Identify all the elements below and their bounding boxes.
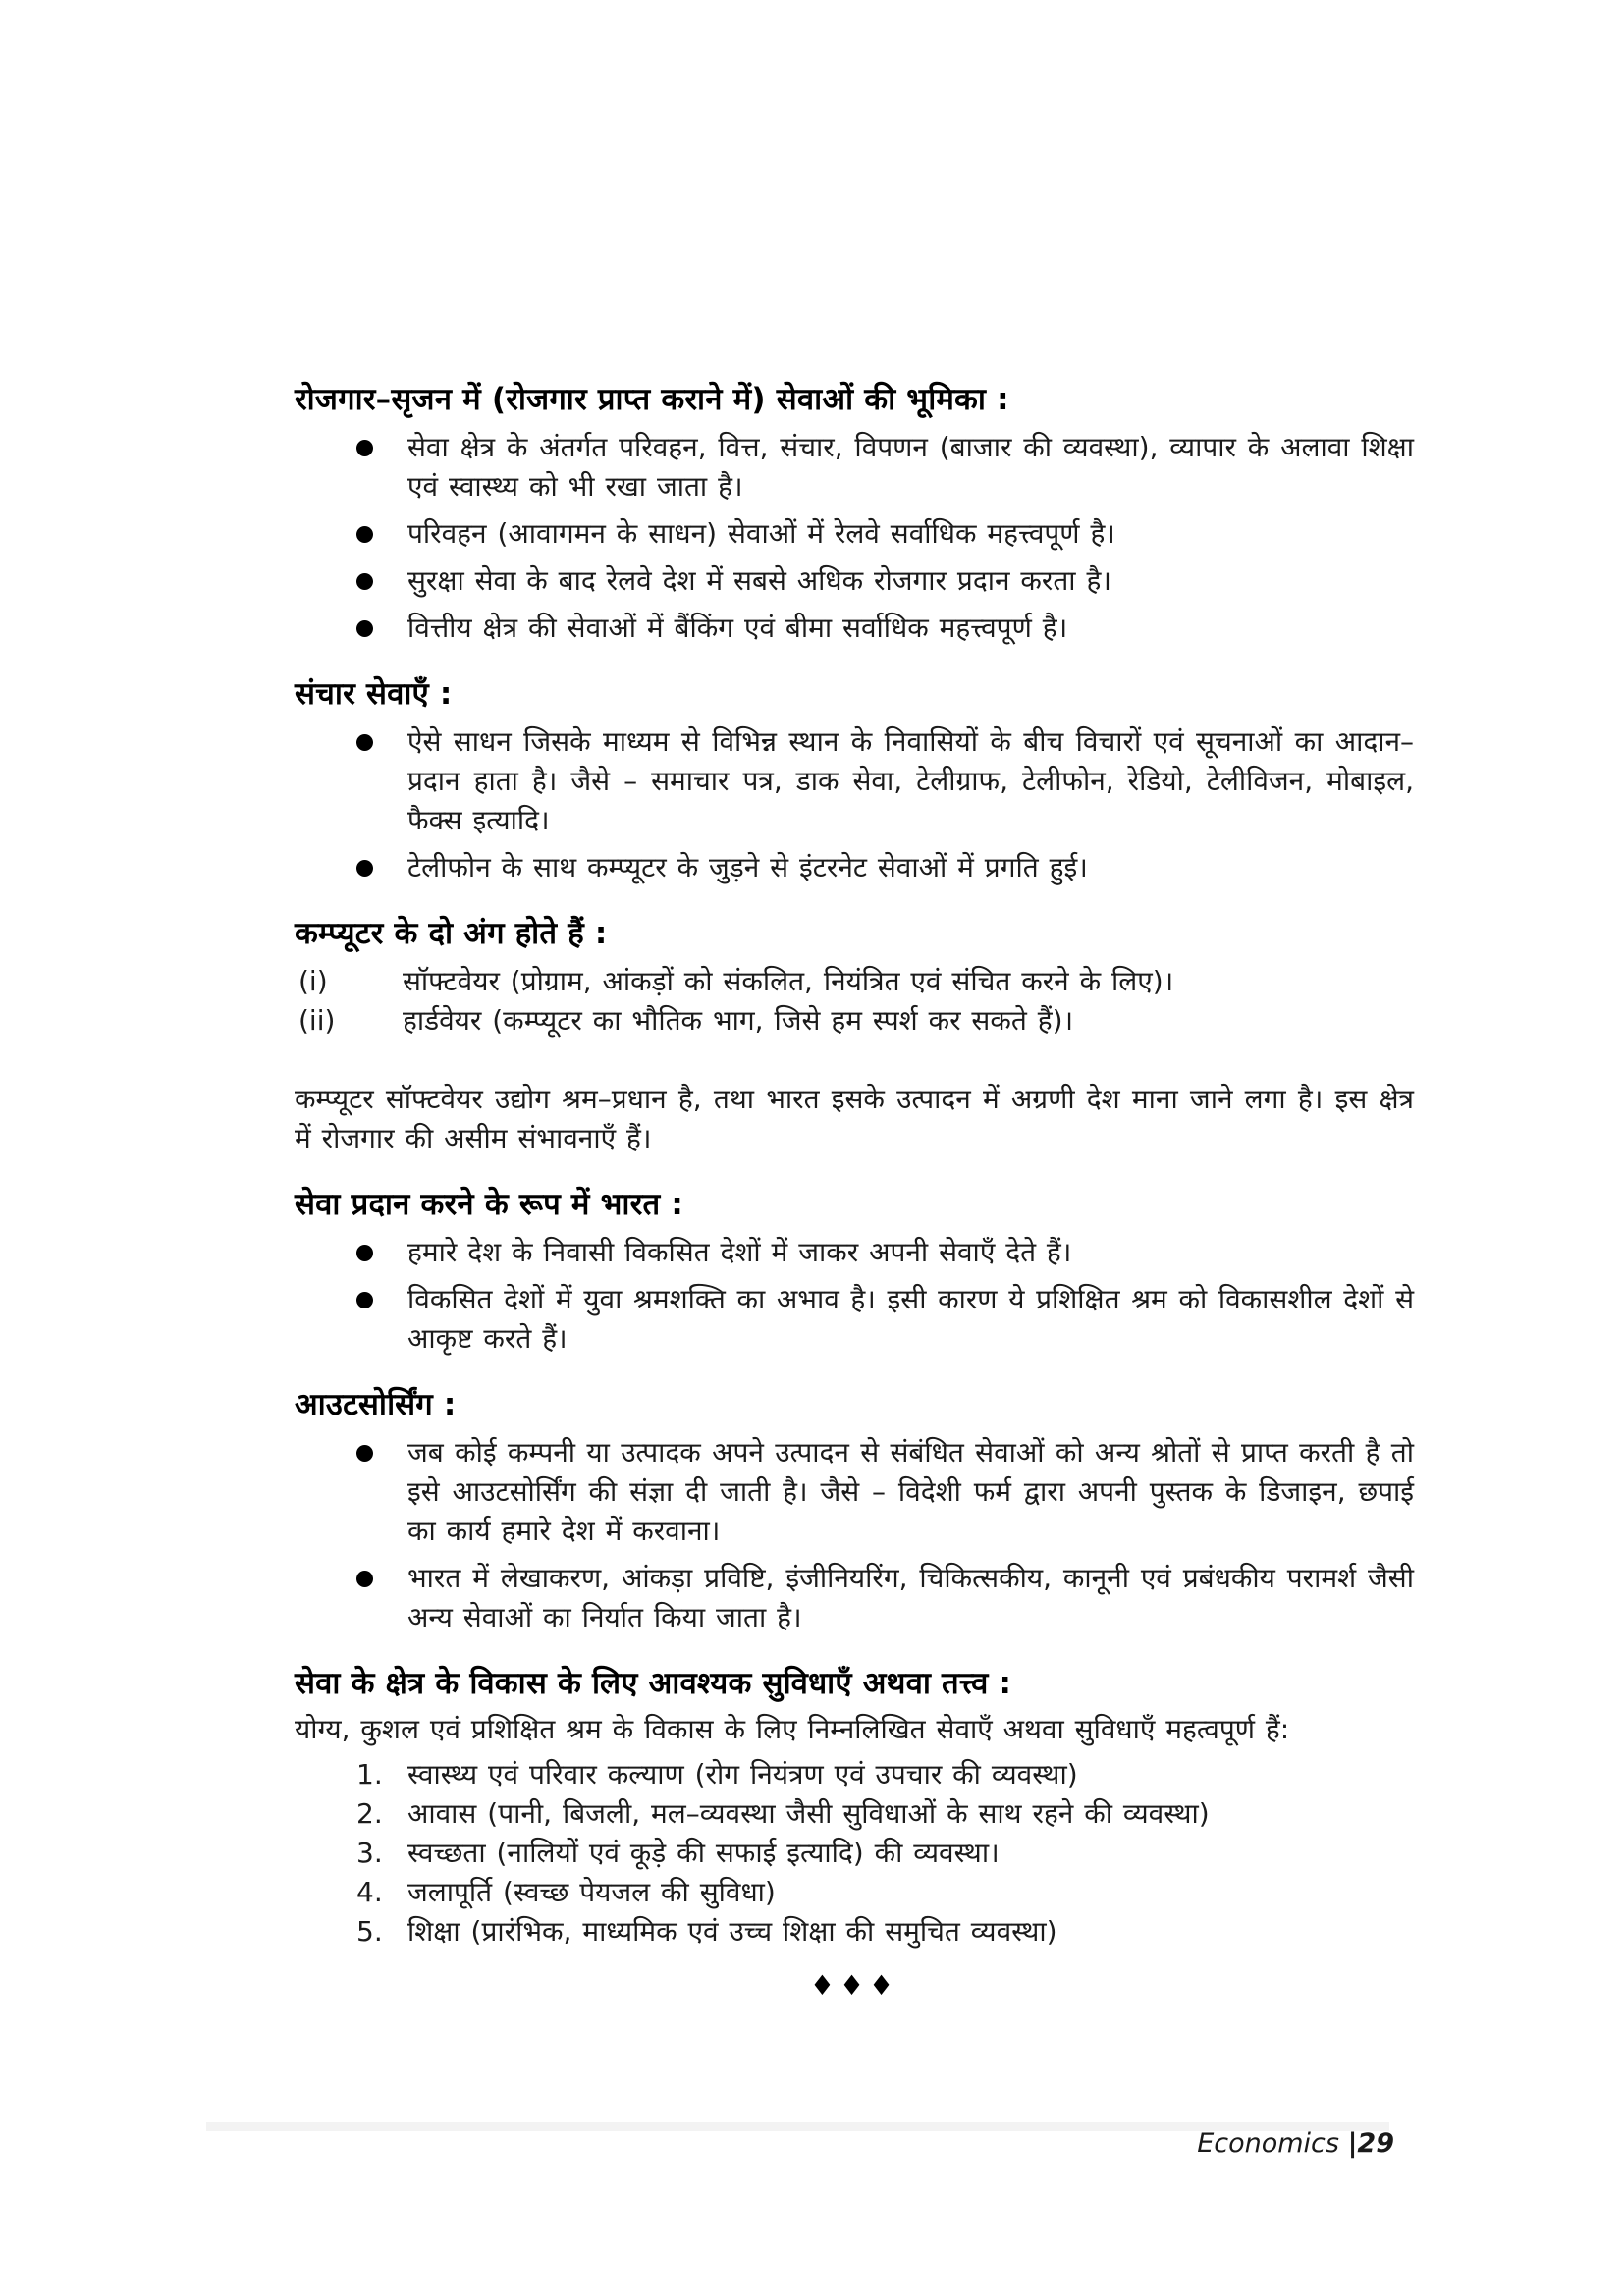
bullet-icon [356, 526, 373, 543]
bullet-text: ऐसे साधन जिसके माध्यम से विभिन्न स्थान के निवासियों के बीच विचारों एवं सूचनाओं का आदान–प्रदान हाता है। जैसे – समाचार पत्र, डाक सेवा, टेलीग्राफ, टेलीफोन, रेडियो, टेलीविजन, मोबाइल, फैक्स इत्यादि। [407, 725, 1414, 836]
bullet-icon [356, 860, 373, 877]
body-paragraph: कम्प्यूटर सॉफ्टवेयर उद्योग श्रम–प्रधान है, तथा भारत इसके उत्पादन में अग्रणी देश माना जाने लगा है। इस क्षेत्र में रोजगार की असीम संभावनाएँ हैं। [295, 1083, 1414, 1154]
list-number: 2. [356, 1797, 383, 1830]
section-outsourcing [295, 1384, 1414, 1637]
list-label: (i) [298, 965, 328, 997]
bullet-icon [356, 1571, 373, 1587]
page-footer [1197, 2128, 1394, 2159]
bullet-text: जब कोई कम्पनी या उत्पादक अपने उत्पादन से संबंधित सेवाओं को अन्य श्रोतों से प्राप्त करती है तो इसे आउटसोर्सिंग की संज्ञा दी जाती है। जैसे – विदेशी फर्म द्वारा अपनी पुस्तक के डिजाइन, छपाई का कार्य हमारे देश में करवाना। [407, 1436, 1414, 1547]
bullet-item [295, 848, 1414, 887]
footer-book-title: Economics [1197, 2128, 1348, 2159]
section-employment-role [295, 379, 1414, 648]
footer-page-number: |29 [1347, 2128, 1394, 2159]
list-number: 4. [356, 1876, 383, 1908]
section-communication-services [295, 673, 1414, 887]
section-heading: रोजगार–सृजन में (रोजगार प्राप्त कराने में) सेवाओं की भूमिका : [295, 382, 1009, 417]
list-item-text: जलापूर्ति (स्वच्छ पेयजल की सुविधा) [407, 1876, 776, 1908]
bullet-icon [356, 734, 373, 751]
bullet-icon [356, 573, 373, 590]
bullet-text: सुरक्षा सेवा के बाद रेलवे देश में सबसे अधिक रोजगार प्रदान करता है। [407, 564, 1111, 597]
section-heading: सेवा प्रदान करने के रूप में भारत : [295, 1187, 684, 1222]
bullet-list [295, 722, 1414, 887]
bullet-text: भारत में लेखाकरण, आंकड़ा प्रविष्टि, इंजीनियरिंग, चिकित्सकीय, कानूनी एवं प्रबंधकीय परामर्श जैसी अन्य सेवाओं का निर्यात किया जाता है। [407, 1562, 1414, 1633]
bullet-text: विकसित देशों में युवा श्रमशक्ति का अभाव है। इसी कारण ये प्रशिक्षित श्रम को विकासशील देशों से आकृष्ट करते हैं। [407, 1283, 1414, 1355]
section-heading: आउटसोर्सिंग : [295, 1387, 457, 1422]
list-item-text: शिक्षा (प्रारंभिक, माध्यमिक एवं उच्च शिक्षा की समुचित व्यवस्था) [407, 1915, 1057, 1948]
bullet-item [295, 1433, 1414, 1551]
bullet-icon [356, 1292, 373, 1308]
bullet-text: सेवा क्षेत्र के अंतर्गत परिवहन, वित्त, संचार, विपणन (बाजार की व्यवस्था), व्यापार के अलावा शिक्षा एवं स्वास्थ्य को भी रखा जाता है। [407, 431, 1414, 503]
list-number: 3. [356, 1837, 383, 1869]
page-content [295, 379, 1414, 2002]
section-development-facilities [295, 1663, 1414, 1951]
numbered-list [295, 1755, 1414, 1951]
bullet-text: वित्तीय क्षेत्र की सेवाओं में बैंकिंग एवं बीमा सर्वाधिक महत्त्वपूर्ण है। [407, 612, 1068, 644]
list-item [295, 962, 1414, 1001]
list-label: (ii) [298, 1004, 336, 1037]
bullet-item [295, 1280, 1414, 1359]
end-of-chapter-mark: ♦♦♦ [809, 1969, 899, 2002]
list-item-text: सॉफ्टवेयर (प्रोग्राम, आंकड़ों को संकलित, नियंत्रित एवं संचित करने के लिए)। [403, 965, 1174, 997]
section-heading: कम्प्यूटर के दो अंग होते हैं : [295, 916, 608, 951]
bullet-list [295, 1433, 1414, 1637]
section-india-service-provider [295, 1184, 1414, 1359]
list-item [295, 1834, 1414, 1873]
list-item [295, 1912, 1414, 1951]
bullet-icon [356, 440, 373, 456]
list-item-text: हार्डवेयर (कम्प्यूटर का भौतिक भाग, जिसे हम स्पर्श कर सकते हैं)। [403, 1004, 1074, 1037]
bullet-item [295, 561, 1414, 601]
list-item-text: स्वच्छता (नालियों एवं कूड़े की सफाई इत्यादि) की व्यवस्था। [407, 1837, 1000, 1869]
list-item-text: आवास (पानी, बिजली, मल–व्यवस्था जैसी सुविधाओं के साथ रहने की व्यवस्था) [407, 1797, 1210, 1830]
list-number: 5. [356, 1915, 383, 1948]
list-item [295, 1794, 1414, 1834]
bullet-item [295, 514, 1414, 554]
bullet-text: परिवहन (आवागमन के साधन) सेवाओं में रेलवे सर्वाधिक महत्त्वपूर्ण है। [407, 517, 1115, 550]
bullet-icon [356, 1445, 373, 1462]
bullet-list [295, 1233, 1414, 1359]
section-computer-parts [295, 913, 1414, 1158]
section-heading: संचार सेवाएँ : [295, 676, 453, 712]
bullet-icon [356, 620, 373, 637]
section-heading: सेवा के क्षेत्र के विकास के लिए आवश्यक सुविधाएँ अथवा तत्त्व : [295, 1666, 1012, 1701]
bullet-item [295, 1559, 1414, 1637]
bullet-text: टेलीफोन के साथ कम्प्यूटर के जुड़ने से इंटरनेट सेवाओं में प्रगति हुई। [407, 851, 1088, 883]
bullet-item [295, 1233, 1414, 1272]
list-number: 1. [356, 1758, 383, 1790]
bullet-item [295, 722, 1414, 840]
bullet-list [295, 428, 1414, 648]
roman-list [295, 962, 1414, 1041]
list-item [295, 1001, 1414, 1041]
list-item-text: स्वास्थ्य एवं परिवार कल्याण (रोग नियंत्रण एवं उपचार की व्यवस्था) [407, 1758, 1078, 1790]
bullet-icon [356, 1245, 373, 1261]
bullet-item [295, 609, 1414, 648]
list-item [295, 1873, 1414, 1912]
list-item [295, 1755, 1414, 1794]
section-intro: योग्य, कुशल एवं प्रशिक्षित श्रम के विकास के लिए निम्नलिखित सेवाएँ अथवा सुविधाएँ महत्वपूर्ण हैं: [295, 1713, 1290, 1745]
bullet-item [295, 428, 1414, 507]
bullet-text: हमारे देश के निवासी विकसित देशों में जाकर अपनी सेवाएँ देते हैं। [407, 1236, 1072, 1268]
